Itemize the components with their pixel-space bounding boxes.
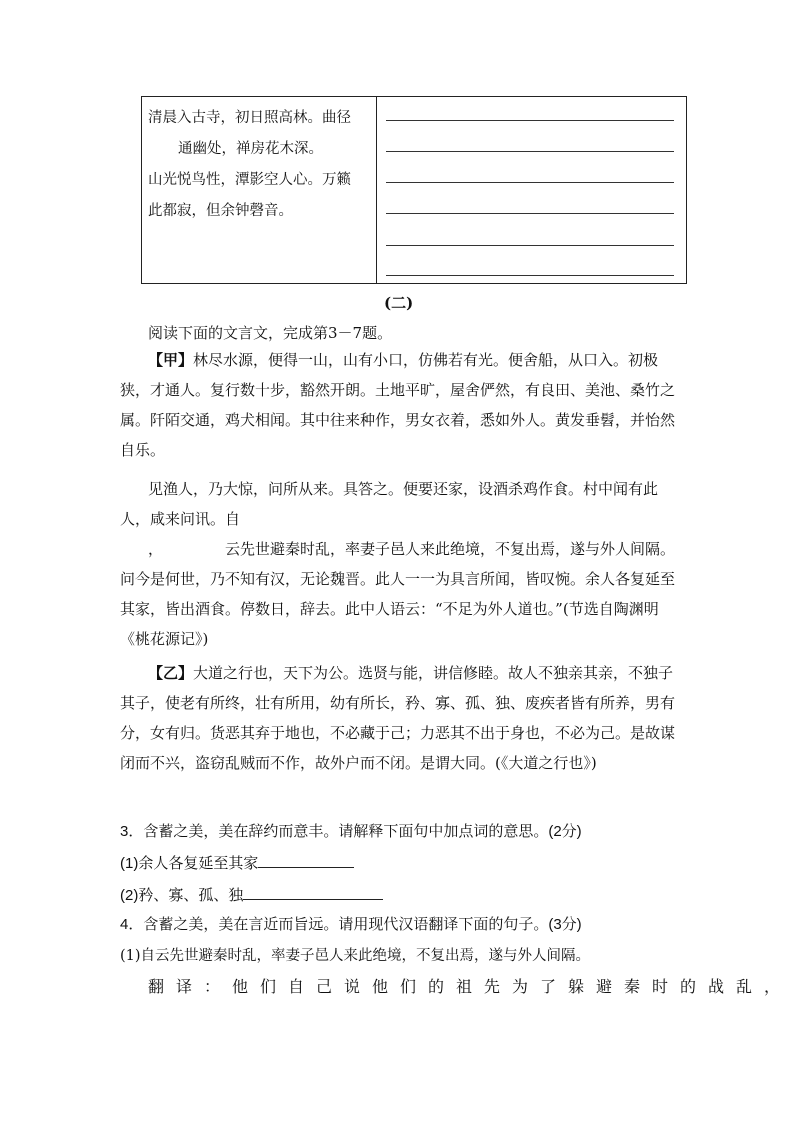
passage-text: 云先世避秦时乱，率妻子邑人来此绝境，不复出焉，遂与外人间隔。问今是何世，乃不知有汉，无论魏晋。此人一一为具言所闻，皆叹惋。余人各复延至其家，皆出酒食。停数日，辞去。此中人语云：“不足为外人道也。”(节选自陶渊明《桃花源记》): [120, 540, 676, 648]
question-3-2: [120, 884, 383, 905]
passage-label-jia: 【甲】: [148, 351, 194, 369]
section-number: (二): [384, 294, 414, 312]
answer-blank[interactable]: [243, 885, 383, 900]
answer-line: [386, 151, 674, 152]
poem-line: 此都寂，但余钟磬音。: [148, 203, 293, 219]
question-4: 4．含蓄之美，美在言近而旨远。请用现代汉语翻译下面的句子。(3分): [120, 916, 582, 933]
passage-lead: ，: [148, 540, 164, 558]
answer-line: [386, 213, 674, 214]
passage-jia-para1: [120, 345, 680, 465]
passage-yi: [120, 658, 680, 778]
answer-line: [386, 245, 674, 246]
translation-text: 翻译：他们自己说他们的祖先为了躲避秦时的战乱，: [148, 977, 793, 996]
answer-line: [386, 120, 674, 121]
question-text: (1)余人各复延至其家: [120, 855, 259, 872]
instruction: 阅读下面的文言文，完成第3－7题。: [148, 324, 393, 342]
answer-blank[interactable]: [258, 853, 354, 868]
answer-line: [386, 182, 674, 183]
passage-label-yi: 【乙】: [148, 664, 194, 682]
answer-line: [386, 275, 674, 276]
question-text: (2)矜、寡、孤、独: [120, 887, 244, 904]
question-4-1: (1)自云先世避秦时乱，率妻子邑人来此绝境，不复出焉，遂与外人间隔。: [120, 948, 591, 964]
question-3-1: [120, 852, 354, 873]
answer-area[interactable]: [386, 97, 674, 285]
poem-line: 山光悦鸟性，潭影空人心。万籁: [148, 172, 351, 188]
poem-line: 清晨入古寺，初日照高林。曲径: [148, 110, 351, 126]
question-3: 3．含蓄之美，美在辞约而意丰。请解释下面句中加点词的意思。(2分): [120, 823, 582, 840]
poem-text: [148, 103, 374, 227]
passage-jia-para3: [120, 534, 680, 654]
passage-text: 大道之行也，天下为公。选贤与能，讲信修睦。故人不独亲其亲，不独子其子，使老有所终，壮有所用，幼有所长，矜、寡、孤、独、废疾者皆有所养，男有分，女有归。货恶其弃于地也，不必藏于己；力恶其不出于身也，不必为己。是故谋闭而不兴，盗窃乱贼而不作，故外户而不闭。是谓大同。(《大道之行也》): [120, 664, 676, 772]
table-divider: [376, 97, 377, 283]
poem-table: [141, 96, 687, 284]
passage-text: 林尽水源，便得一山，山有小口，仿佛若有光。便舍船，从口入。初极狭，才通人。复行数十步，豁然开朗。土地平旷，屋舍俨然，有良田、美池、桑竹之属。阡陌交通，鸡犬相闻。其中往来种作，男女衣着，悉如外人。黄发垂髫，并怡然自乐。: [120, 351, 676, 459]
passage-jia-para2: 见渔人，乃大惊，问所从来。具答之。便要还家，设酒杀鸡作食。村中闻有此人，咸来问讯。自: [120, 480, 659, 528]
poem-line: 通幽处，禅房花木深。: [178, 141, 323, 157]
